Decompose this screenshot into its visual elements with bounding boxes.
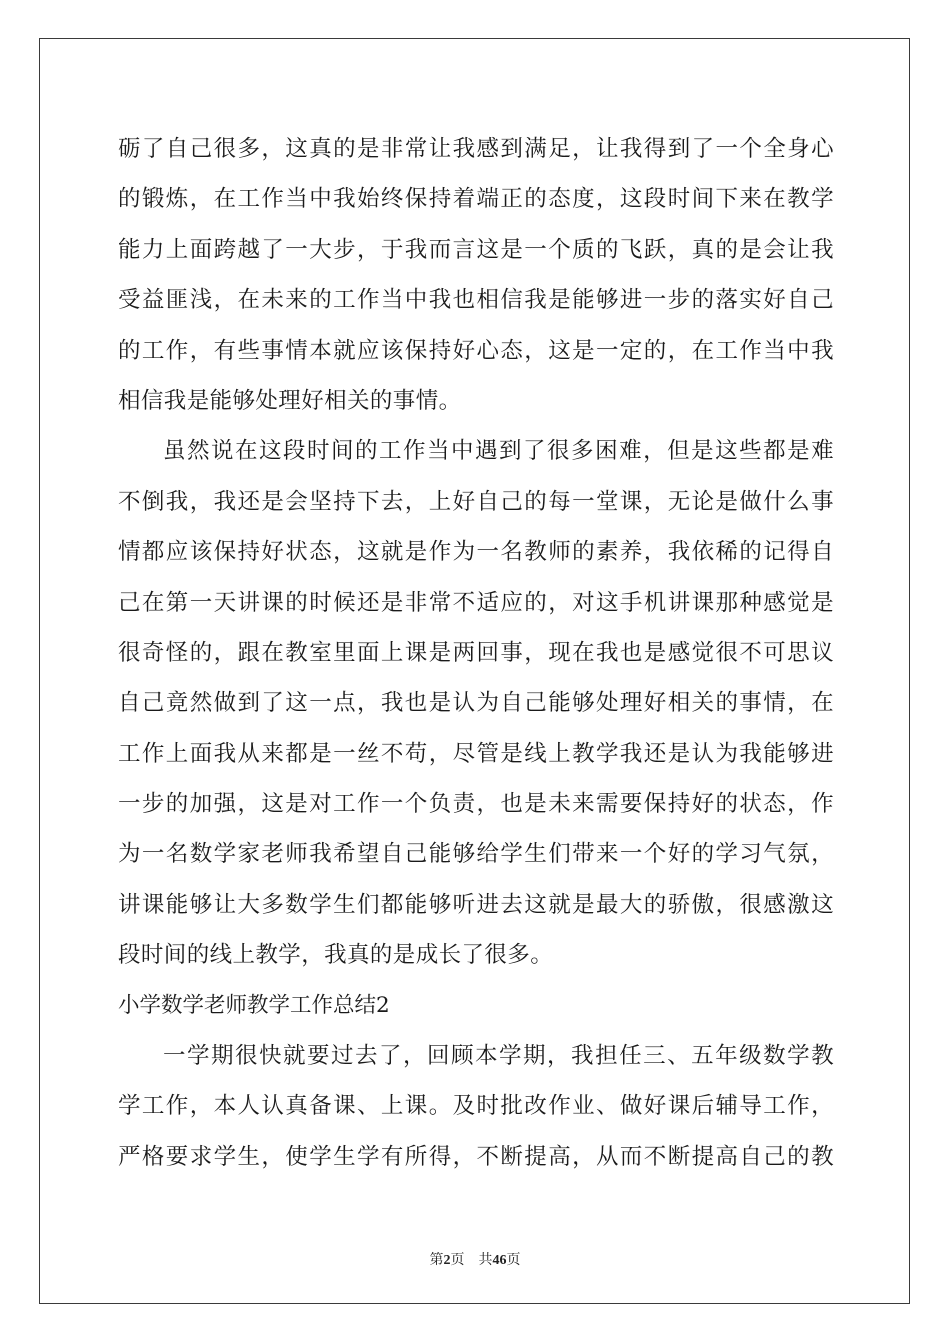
footer-total-pages: 46	[492, 1253, 507, 1268]
section-heading: 小学数学老师教学工作总结2	[118, 992, 390, 1018]
document-body	[118, 124, 834, 1182]
text-line: 相信我是能够处理好相关的事情。	[118, 387, 462, 414]
page-footer	[0, 1249, 950, 1269]
footer-prefix: 第	[429, 1253, 444, 1268]
text-line: 学工作，本人认真备课、上课。及时批改作业、做好课后辅导工作，	[118, 1093, 834, 1120]
text-line: 受益匪浅，在未来的工作当中我也相信我是能够进一步的落实好自己	[118, 287, 834, 314]
text-line: 工作上面我从来都是一丝不苟，尽管是线上教学我还是认为我能够进	[118, 740, 834, 767]
footer-mid: 页 共	[450, 1253, 493, 1268]
text-line: 情都应该保持好状态，这就是作为一名教师的素养，我依稀的记得自	[118, 539, 834, 566]
text-line: 虽然说在这段时间的工作当中遇到了很多困难，但是这些都是难	[163, 438, 834, 465]
text-line: 不倒我，我还是会坚持下去，上好自己的每一堂课，无论是做什么事	[118, 488, 834, 515]
text-line: 的工作，有些事情本就应该保持好心态，这是一定的，在工作当中我	[118, 337, 834, 364]
footer-suffix: 页	[506, 1253, 521, 1268]
text-line: 很奇怪的，跟在教室里面上课是两回事，现在我也是感觉很不可思议	[118, 639, 834, 666]
text-line: 砺了自己很多，这真的是非常让我感到满足，让我得到了一个全身心	[118, 136, 834, 162]
text-line: 一学期很快就要过去了，回顾本学期，我担任三、五年级数学教	[163, 1043, 834, 1070]
text-line: 讲课能够让大多数学生们都能够听进去这就是最大的骄傲，很感激这	[118, 891, 834, 918]
text-line: 的锻炼，在工作当中我始终保持着端正的态度，这段时间下来在教学	[118, 186, 834, 213]
text-line: 己在第一天讲课的时候还是非常不适应的，对这手机讲课那种感觉是	[118, 589, 834, 616]
text-line: 为一名数学家老师我希望自己能够给学生们带来一个好的学习气氛，	[118, 841, 834, 868]
text-line: 能力上面跨越了一大步，于我而言这是一个质的飞跃，真的是会让我	[118, 236, 834, 263]
footer-page-number: 2	[443, 1253, 451, 1268]
text-line: 段时间的线上教学，我真的是成长了很多。	[118, 942, 554, 969]
text-line: 一步的加强，这是对工作一个负责，也是未来需要保持好的状态，作	[118, 791, 834, 818]
text-line: 自己竟然做到了这一点，我也是认为自己能够处理好相关的事情，在	[118, 690, 834, 717]
text-line: 严格要求学生，使学生学有所得，不断提高，从而不断提高自己的教	[118, 1143, 834, 1170]
